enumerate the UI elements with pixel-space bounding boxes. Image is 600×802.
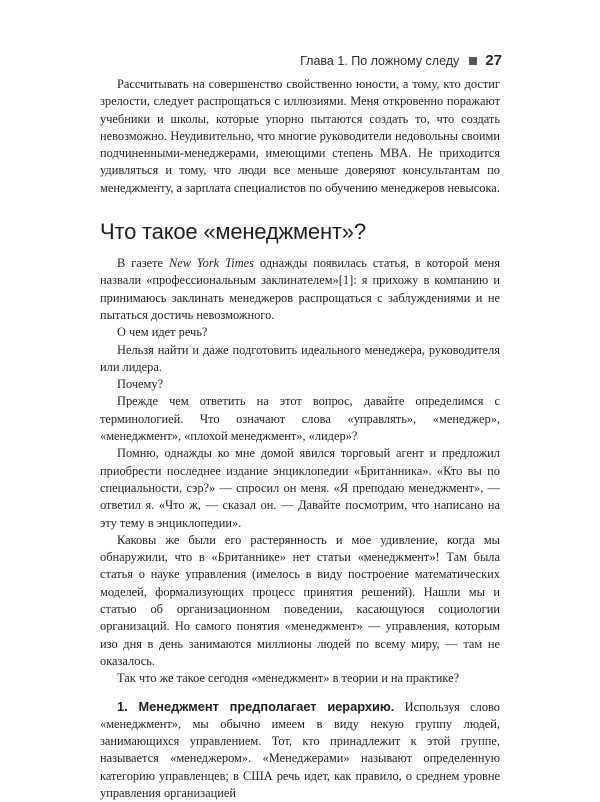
paragraph: Каковы же были его растерянность и мое удивление, когда мы обнаружили, что в «Британнике» нет статьи «менеджмент»! Там была статья о науке управления (имелось в виду построение математических моделей, формализующих процесс принятия решений). Нашли мы и статью об организационном поведении, касающуюся социологии организаций. Но самого понятия «менеджмент» — управления, которым изо дня в день занимаются миллионы людей по всему миру, — там не оказалось. (100, 532, 500, 670)
paragraph: Почему? (100, 376, 500, 393)
running-title: Глава 1. По ложному следу (300, 54, 459, 68)
running-header (300, 52, 502, 69)
newspaper-name: New York Times (169, 256, 254, 270)
square-bullet-icon (469, 57, 477, 65)
point-title: 1. Менеджмент предполагает иерархию. (117, 699, 394, 714)
paragraph: Нельзя найти и даже подготовить идеального менеджера, руководителя или лидера. (100, 342, 500, 377)
paragraph: О чем идет речь? (100, 324, 500, 341)
paragraph: В газете New York Times однажды появилась статья, в которой меня назвали «профессиональным заклинателем»[1]: я прихожу в компанию и принимаюсь заклинать менеджеров распрощаться с заблуждениями и не пытаться достичь невозможного. (100, 255, 500, 324)
paragraph: Прежде чем ответить на этот вопрос, давайте определимся с терминологией. Что означают слова «управлять», «менеджер», «менеджмент», «плохой менеджмент», «лидер»? (100, 393, 500, 445)
page-body (100, 76, 500, 802)
paragraph: Так что же такое сегодня «менеджмент» в теории и на практике? (100, 670, 500, 687)
page-number: 27 (485, 52, 502, 69)
section-heading: Что такое «менеджмент»? (100, 219, 500, 245)
intro-paragraph: Рассчитывать на совершенство свойственно юности, а тому, кто достиг зрелости, следует распрощаться с иллюзиями. Меня откровенно поражают учебники и школы, которые упорно пытаются создать то, что создать невозможно. Неудивительно, что многие руководители недовольны своими подчиненными-менеджерами, имеющими степень MBA. Не приходится удивляться и тому, что люди все меньше доверяют консультантам по менеджменту, а зарплата специалистов по обучению менеджеров невысока. (100, 76, 500, 197)
numbered-point: 1. Менеджмент предполагает иерархию. Используя слово «менеджмент», мы обычно имеем в виду некую группу людей, занимающихся управлением. Тот, кто принадлежит к этой группе, называется «менеджером». «Менеджерами» называют определенную категорию управленцев; в США речь идет, как правило, о среднем уровне управления организацией (100, 698, 500, 802)
paragraph: Помню, однажды ко мне домой явился торговый агент и предложил приобрести последнее издание энциклопедии «Британника». «Кто вы по специальности, сэр?» — спросил он меня. «Я преподаю менеджмент», — ответил я. «Что ж, — сказал он. — Давайте посмотрим, что написано на эту тему в энциклопедии». (100, 445, 500, 531)
